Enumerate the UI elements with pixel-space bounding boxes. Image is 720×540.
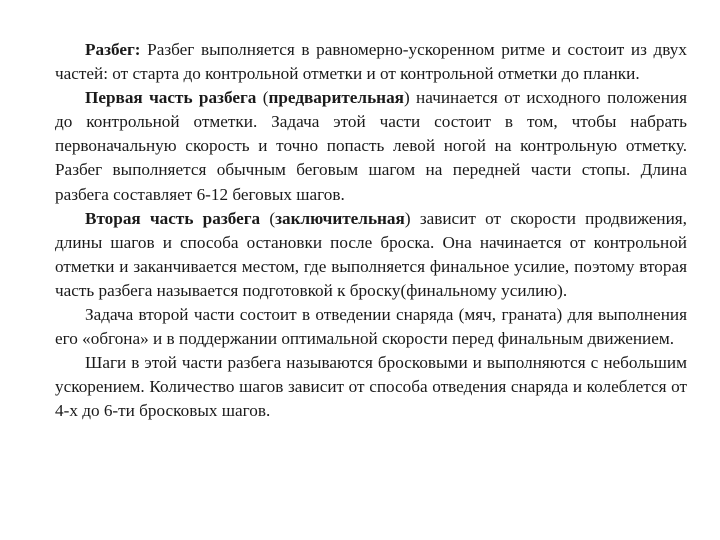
paragraph-throw-steps — [55, 351, 687, 423]
term-first-part: Первая часть разбега — [85, 88, 257, 108]
document-page — [55, 38, 687, 424]
term-run-up: Разбег: — [85, 40, 141, 59]
paragraph-run-up-text: Разбег выполняется в равномерно-ускоренном ритме и состоит из двух частей: от старта до контрольной отметки и от контрольной отметки до планки. — [55, 40, 687, 84]
term-final: заключительная — [275, 208, 405, 228]
paragraph-first-part-paren: ( — [256, 88, 269, 108]
paragraph-second-part — [55, 207, 687, 303]
paragraph-second-part-text: ) зависит от скорости продвижения, длины шагов и способа остановки после броска. Она начинается от контрольной отметки и заканчивается местом, где выполняется финальное усилие, поэтому вторая часть разбега называется подготовкой к броску(финальному усилию). — [55, 208, 687, 300]
paragraph-second-part-paren: ( — [260, 208, 276, 228]
paragraph-second-part-task — [55, 303, 687, 351]
paragraph-throw-steps-text: Шаги в этой части разбега называются бросковыми и выполняются с небольшим ускорением. Количество шагов зависит от способа отведения снаряда и колеблется от 4-х до 6-ти бросковых шагов. — [55, 353, 687, 421]
paragraph-first-part — [55, 86, 687, 206]
term-preliminary: предварительная — [268, 88, 404, 108]
term-second-part: Вторая часть разбега — [85, 208, 261, 228]
paragraph-first-part-text: ) начинается от исходного положения до контрольной отметки. Задача этой части состоит в том, чтобы набрать первоначальную скорость и точно попасть левой ногой на контрольную отметку. Разбег выполняется обычным беговым шагом на передней части стопы. Длина разбега составляет 6-12 беговых шагов. — [55, 88, 687, 204]
paragraph-run-up — [55, 38, 687, 86]
paragraph-second-part-task-text: Задача второй части состоит в отведении снаряда (мяч, граната) для выполнения его «обгона» и в поддержании оптимальной скорости перед финальным движением. — [55, 305, 687, 349]
